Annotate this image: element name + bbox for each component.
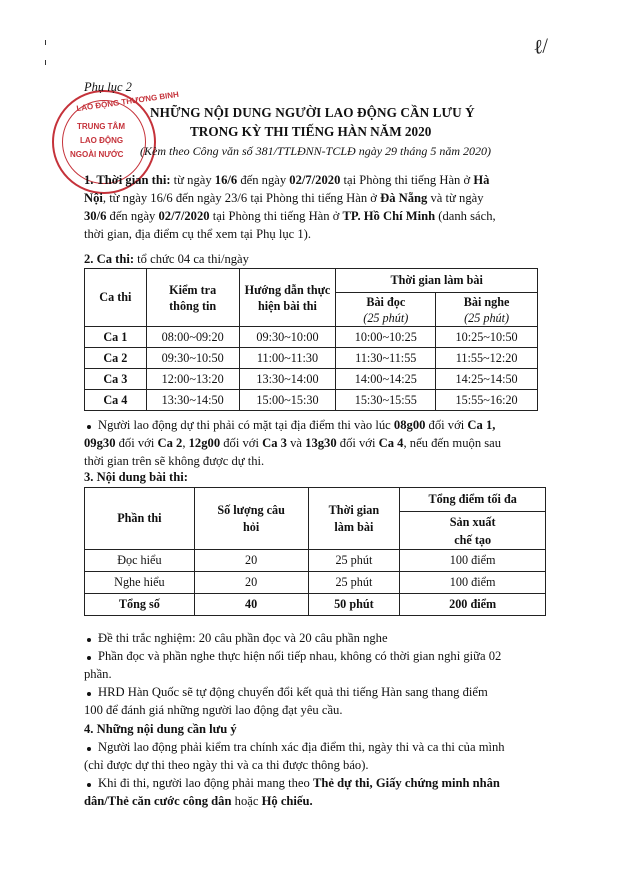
text: tổ chức 04 ca thi/ngày xyxy=(134,252,249,266)
text: , xyxy=(182,436,189,450)
text: thông tin xyxy=(169,298,217,313)
bullet xyxy=(87,425,91,429)
text: 09g30 xyxy=(84,436,116,450)
section3-bullet-3-line-1: HRD Hàn Quốc sẽ tự động chuyển đổi kết quả thi tiếng Hàn sang thang điểm xyxy=(98,685,488,699)
shift-rows xyxy=(85,327,538,411)
text: 13g30 xyxy=(305,436,337,450)
text: đối với xyxy=(115,436,158,450)
shift-cell-hd: 09:30~10:00 xyxy=(239,327,336,348)
content-cell-so: 20 xyxy=(194,572,308,594)
appendix-label: Phụ lục 2 xyxy=(84,80,132,94)
text: Sản xuất xyxy=(449,514,496,529)
content-cell-phan: Đọc hiểu xyxy=(85,550,195,572)
shift-cell-hd: 13:30~14:00 xyxy=(239,369,336,390)
header-san-xuat xyxy=(400,512,546,550)
bullet xyxy=(87,692,91,696)
header-huong-dan xyxy=(239,269,336,327)
section4-bullet-1-line-2: (chỉ được dự thi theo ngày thi và ca thi được thông báo). xyxy=(84,758,369,772)
total-time: 50 phút xyxy=(308,594,400,616)
stamp-line-3: NGOÀI NƯỚC xyxy=(70,150,124,159)
content-cell-so: 20 xyxy=(194,550,308,572)
section3-bullet-3-line-2: 100 để đánh giá những người lao động đạt yêu cầu. xyxy=(84,703,343,717)
text: Khi đi thi, người lao động phải mang theo xyxy=(98,776,313,790)
stamp-line-1: TRUNG TÂM xyxy=(77,122,125,131)
text: tại Phòng thi tiếng Hàn ở xyxy=(340,173,474,187)
header-so-luong xyxy=(194,488,308,550)
content-cell-tg: 25 phút xyxy=(308,550,400,572)
total-score: 200 điểm xyxy=(400,594,546,616)
section1-line-3 xyxy=(84,207,496,225)
text: chế tạo xyxy=(454,532,492,547)
text: và xyxy=(286,436,306,450)
text: Bài nghe xyxy=(463,294,510,309)
shift-cell-kt: 12:00~13:20 xyxy=(146,369,239,390)
title-line-2: TRONG KỲ THI TIẾNG HÀN NĂM 2020 xyxy=(190,124,432,139)
section2-heading: 2. Ca thi: xyxy=(84,252,135,266)
text: đối với xyxy=(336,436,379,450)
attendance-note-line-1 xyxy=(98,416,495,434)
text: 08g00 xyxy=(393,418,426,432)
scan-mark xyxy=(45,60,46,65)
text: 3. Nội dung bài thi: xyxy=(84,470,188,484)
section4-bullet-2-line-2 xyxy=(84,792,313,810)
scan-mark xyxy=(45,40,46,45)
text: Ca 4 xyxy=(378,436,404,450)
text: (danh sách, xyxy=(435,209,496,223)
shift-cell-doc: 11:30~11:55 xyxy=(336,348,436,369)
text: Người lao động dự thi phải có mặt tại địa điểm thi vào lúc xyxy=(98,418,394,432)
text: đối với xyxy=(220,436,263,450)
section3-heading xyxy=(84,468,188,486)
text: 30/6 xyxy=(84,209,107,223)
bullet xyxy=(87,783,91,787)
section4-bullet-1-line-1: Người lao động phải kiểm tra chính xác địa điểm thi, ngày thi và ca thi của mình xyxy=(98,740,505,754)
header-ca-thi: Ca thi xyxy=(85,269,147,327)
text: Ca 2 xyxy=(157,436,183,450)
header-kiem-tra xyxy=(146,269,239,327)
content-cell-diem: 100 điểm xyxy=(400,550,546,572)
total-label: Tổng số xyxy=(85,594,195,616)
section1-heading: 1. Thời gian thi: xyxy=(84,173,171,187)
shift-cell-ca: Ca 2 xyxy=(85,348,147,369)
text: từ ngày xyxy=(170,173,215,187)
text: Hà xyxy=(473,173,490,187)
section3-bullet-1: Đề thi trắc nghiệm: 20 câu phần đọc và 20 câu phần nghe xyxy=(98,631,388,645)
shift-cell-nghe: 11:55~12:20 xyxy=(436,348,538,369)
shift-cell-doc: 14:00~14:25 xyxy=(336,369,436,390)
text: tại Phòng thi tiếng Hàn ở xyxy=(209,209,343,223)
text: làm bài xyxy=(334,519,374,534)
stamp-line-2: LAO ĐỘNG xyxy=(80,136,124,145)
shift-cell-ca: Ca 1 xyxy=(85,327,147,348)
section2-title xyxy=(84,250,249,268)
bullet xyxy=(87,747,91,751)
shift-cell-kt: 08:00~09:20 xyxy=(146,327,239,348)
content-rows xyxy=(85,550,546,594)
table-row xyxy=(85,572,546,594)
shift-cell-hd: 11:00~11:30 xyxy=(239,348,336,369)
title-line-1: NHỮNG NỘI DUNG NGƯỜI LAO ĐỘNG CẦN LƯU Ý xyxy=(150,105,475,120)
shift-cell-doc: 15:30~15:55 xyxy=(336,390,436,411)
text: Bài đọc xyxy=(366,294,406,309)
content-cell-phan: Nghe hiểu xyxy=(85,572,195,594)
section1-line-4: thời gian, địa điểm cụ thể xem tại Phụ lục 1). xyxy=(84,227,312,241)
text: đến ngày xyxy=(237,173,290,187)
text: Thời gian xyxy=(328,502,380,517)
shift-cell-ca: Ca 4 xyxy=(85,390,147,411)
table-row xyxy=(85,550,546,572)
text: Nội xyxy=(84,191,103,205)
text: đến ngày xyxy=(106,209,159,223)
text: 4. Những nội dung cần lưu ý xyxy=(84,722,237,736)
stamp-ring-text: LAO ĐỘNG THƯƠNG BINH xyxy=(75,89,180,114)
text: hỏi xyxy=(242,519,260,534)
text: Đà Nẵng xyxy=(380,191,428,205)
bullet xyxy=(87,638,91,642)
text: và từ ngày xyxy=(427,191,484,205)
section4-heading xyxy=(84,720,237,738)
attendance-note-line-2 xyxy=(84,434,501,452)
shift-schedule-table xyxy=(84,268,538,411)
header-thoi-gian-lam-bai xyxy=(308,488,400,550)
table-row xyxy=(85,327,538,348)
text: Hộ chiếu. xyxy=(261,794,313,808)
section1-line-2 xyxy=(84,189,484,207)
text: (25 phút) xyxy=(464,310,510,325)
text: Thẻ dự thi, Giấy chứng minh nhân xyxy=(312,776,500,790)
text: 02/7/2020 xyxy=(289,173,341,187)
text: Hướng dẫn thực xyxy=(244,282,331,297)
text: 16/6 xyxy=(214,173,238,187)
attendance-note-line-3: thời gian trên sẽ không được dự thi. xyxy=(84,454,265,468)
section3-bullet-2-line-2: phần. xyxy=(84,667,112,681)
total-questions: 40 xyxy=(194,594,308,616)
text: Ca 3 xyxy=(262,436,287,450)
shift-cell-nghe: 14:25~14:50 xyxy=(436,369,538,390)
section3-bullet-2-line-1: Phần đọc và phần nghe thực hiện nối tiếp nhau, không có thời gian nghỉ giữa 02 xyxy=(98,649,502,663)
table-row xyxy=(85,390,538,411)
section1-line-1 xyxy=(84,171,489,189)
header-bai-nghe xyxy=(436,293,538,327)
table-row xyxy=(85,369,538,390)
shift-cell-kt: 09:30~10:50 xyxy=(146,348,239,369)
content-cell-diem: 100 điểm xyxy=(400,572,546,594)
text: Số lượng câu xyxy=(217,502,285,517)
header-thoi-gian: Thời gian làm bài xyxy=(336,269,538,293)
bullet xyxy=(87,656,91,660)
total-row xyxy=(85,594,546,616)
shift-cell-doc: 10:00~10:25 xyxy=(336,327,436,348)
text: TP. Hồ Chí Minh xyxy=(342,209,436,223)
text: , nếu đến muộn sau xyxy=(403,436,502,450)
text: Kiểm tra xyxy=(169,282,217,297)
text: 02/7/2020 xyxy=(158,209,210,223)
text: , từ ngày 16/6 đến ngày 23/6 tại Phòng thi tiếng Hàn ở xyxy=(102,191,381,205)
handwritten-mark: ℓ/ xyxy=(532,34,550,60)
section4-bullet-2-line-1 xyxy=(98,774,500,792)
content-cell-tg: 25 phút xyxy=(308,572,400,594)
table-row xyxy=(85,348,538,369)
shift-cell-kt: 13:30~14:50 xyxy=(146,390,239,411)
shift-cell-ca: Ca 3 xyxy=(85,369,147,390)
exam-content-table xyxy=(84,487,546,616)
shift-cell-nghe: 15:55~16:20 xyxy=(436,390,538,411)
header-phan-thi: Phần thi xyxy=(85,488,195,550)
text: đối với xyxy=(425,418,468,432)
subtitle: (Kèm theo Công văn số 381/TTLĐNN-TCLĐ ngày 29 tháng 5 năm 2020) xyxy=(140,144,492,158)
header-tong-diem: Tổng điểm tối đa xyxy=(400,488,546,512)
text: 12g00 xyxy=(188,436,221,450)
text: hoặc xyxy=(231,794,262,808)
header-bai-doc xyxy=(336,293,436,327)
shift-cell-hd: 15:00~15:30 xyxy=(239,390,336,411)
shift-cell-nghe: 10:25~10:50 xyxy=(436,327,538,348)
text: dân/Thẻ căn cước công dân xyxy=(84,794,232,808)
text: (25 phút) xyxy=(363,310,409,325)
text: hiện bài thi xyxy=(258,298,317,313)
text: Ca 1, xyxy=(467,418,496,432)
